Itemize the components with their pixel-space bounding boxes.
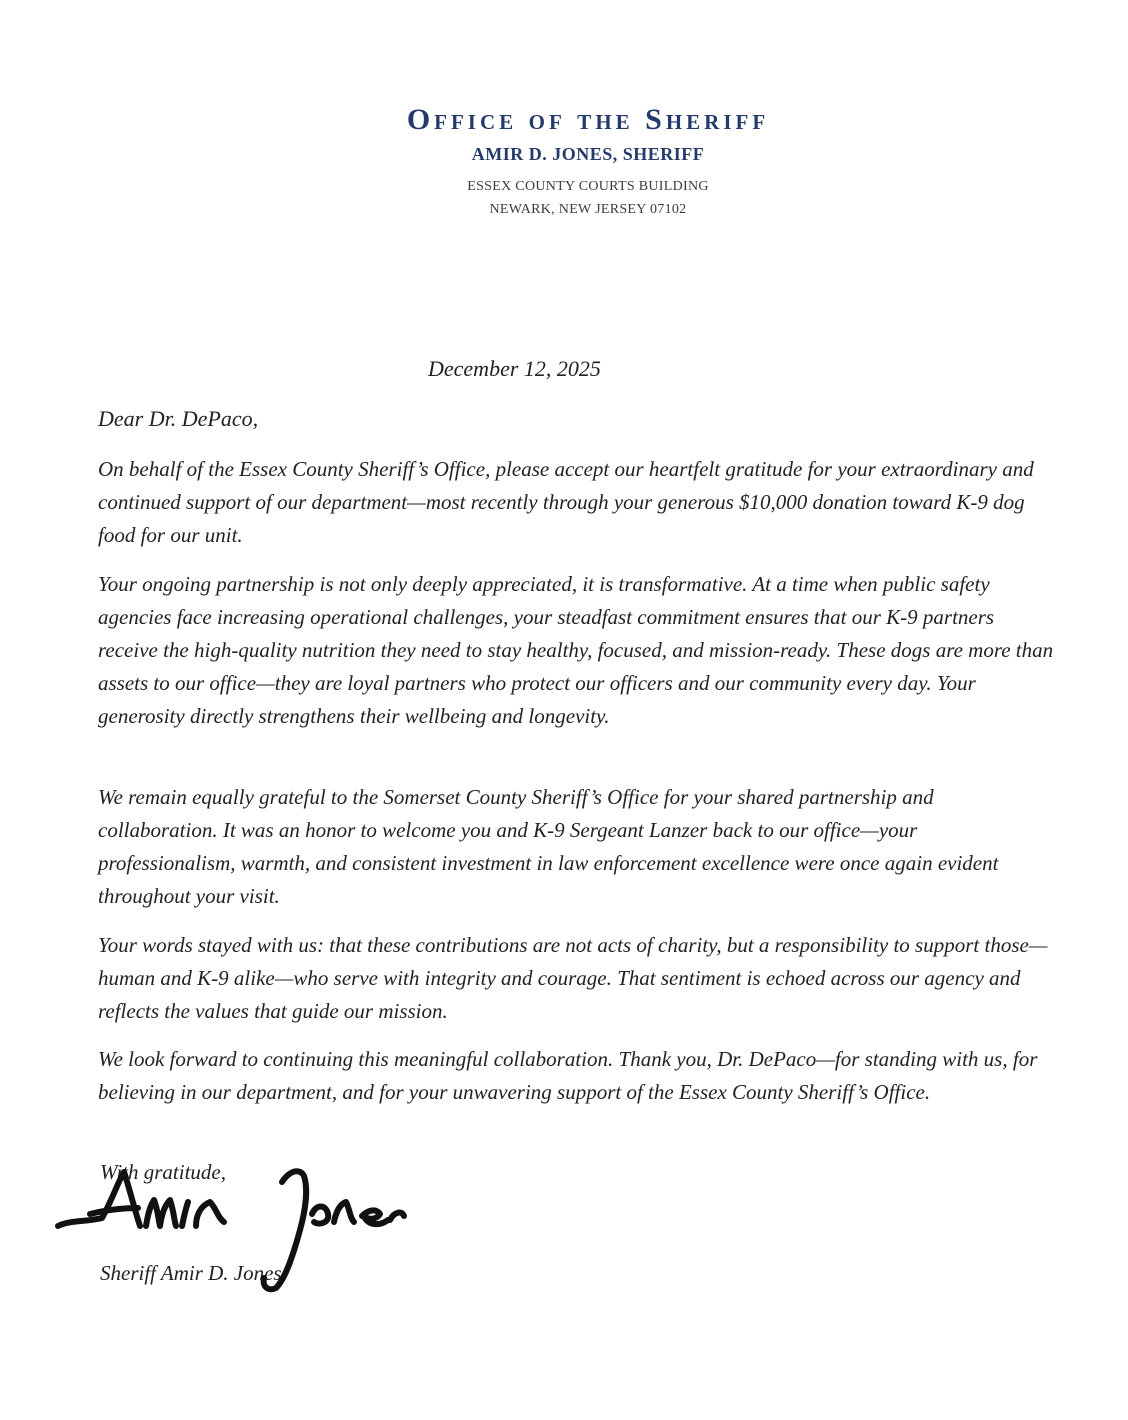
paragraph-4: Your words stayed with us: that these contributions are not acts of charity, but a responsibility to support those—human and K-9 alike—who serve with integrity and courage. That sentiment is echoed across our agency and reflects the values that guide our mission. — [98, 933, 1048, 1023]
letterhead — [0, 100, 1128, 221]
paragraph-3: We remain equally grateful to the Somerset County Sheriff’s Office for your shared partnership and collaboration. It was an honor to welcome you and K-9 Sergeant Lanzer back to our office—your professionalism, warmth, and consistent investment in law enforcement excellence were once again evident throughout your visit. — [98, 785, 999, 908]
signature-name: Sheriff Amir D. Jones — [100, 1261, 282, 1285]
sheriff-name: AMIR D. JONES, SHERIFF — [471, 144, 705, 164]
address-line-1: ESSEX COUNTY COURTS BUILDING — [467, 179, 709, 194]
handwritten-signature — [50, 1160, 410, 1300]
paragraph-2: Your ongoing partnership is not only deeply appreciated, it is transformative. At a time when public safety agencies face increasing operational challenges, your steadfast commitment ensures that our K-9 partners receive the high-quality nutrition they need to stay healthy, focused, and mission-ready. These dogs are more than assets to our office—they are loyal partners who protect our officers and our community every day. Your generosity directly strengthens their wellbeing and longevity. — [98, 572, 1054, 728]
paragraph-1: On behalf of the Essex County Sheriff’s Office, please accept our heartfelt gratitude for your extraordinary and continued support of our department—most recently through your generous $10,000 donation toward K-9 dog food for our unit. — [98, 457, 1034, 547]
letter-date: December 12, 2025 — [428, 356, 601, 381]
address-line-2: NEWARK, NEW JERSEY 07102 — [489, 202, 687, 217]
paragraph-5: We look forward to continuing this meaningful collaboration. Thank you, Dr. DePaco—for standing with us, for believing in our department, and for your unwavering support of the Essex County Sheriff’s Office. — [98, 1047, 1038, 1104]
closing: With gratitude, — [100, 1160, 226, 1184]
salutation: Dear Dr. DePaco, — [98, 406, 259, 431]
office-title: Office of the Sheriff — [406, 103, 770, 136]
